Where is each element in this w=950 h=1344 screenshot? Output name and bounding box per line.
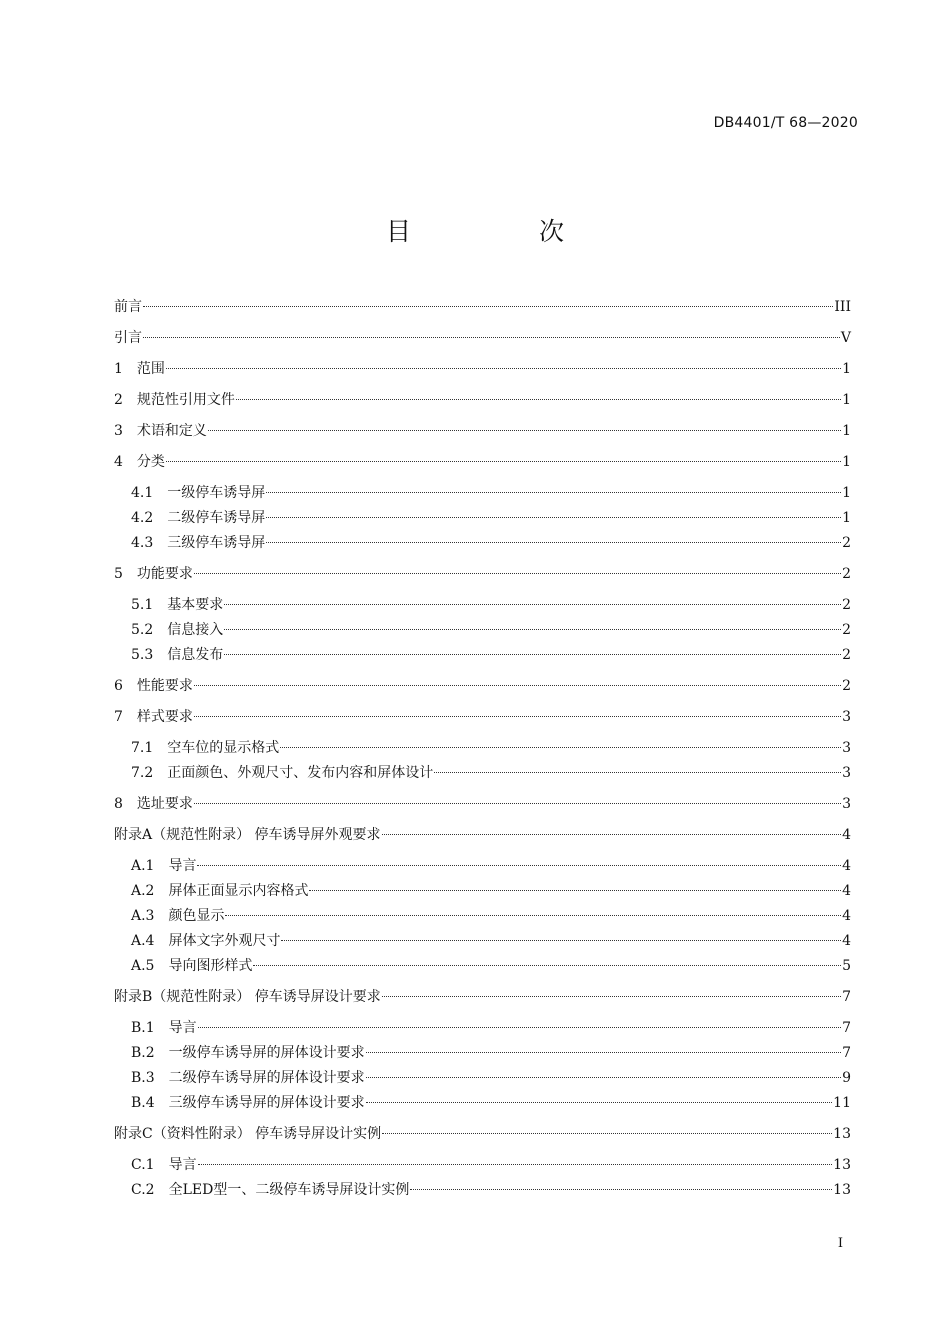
toc-entry-page: 2 [842,535,851,551]
toc-entry-page: 7 [842,1045,851,1061]
toc-entry-label: 颜色显示 [168,908,225,924]
toc-entry-page: 3 [842,740,851,756]
dot-leader [224,604,841,605]
toc-entry[interactable] [114,987,851,1007]
toc-entry-number: C.2 [131,1182,155,1198]
toc-entry-label: 导向图形样式 [168,958,253,974]
toc-entry-label: 屏体文字外观尺寸 [168,933,281,949]
toc-entry-page: 1 [842,392,851,408]
dot-leader [198,1164,833,1165]
toc-entry-page: 13 [833,1157,851,1173]
toc-entry-label: 信息发布 [167,647,224,663]
toc-entry-page: 2 [842,647,851,663]
toc-entry[interactable] [131,595,851,615]
toc-entry-page: 3 [842,765,851,781]
toc-entry-page: V [840,330,851,346]
dot-leader [280,747,841,748]
dot-leader [143,306,833,307]
toc-entry-page: 4 [842,827,851,843]
toc-entry-number: A.4 [131,933,155,949]
toc-entry[interactable] [114,676,851,696]
toc-entry-page: 2 [842,597,851,613]
toc-entry-label: 性能要求 [136,678,193,694]
toc-entry-page: 13 [833,1182,851,1198]
toc-entry[interactable] [114,707,851,727]
dot-leader [366,1052,841,1053]
toc-entry-label: 全LED型一、二级停车诱导屏设计实例 [168,1182,410,1198]
toc-entry-number: A.5 [131,958,155,974]
toc-entry-label: 屏体正面显示内容格式 [168,883,309,899]
toc-entry[interactable] [131,1043,851,1063]
dot-leader [434,772,841,773]
toc-entry-number: 3 [114,423,123,439]
toc-entry-number: 5.3 [131,647,154,663]
dot-leader [266,517,841,518]
dot-leader [166,368,841,369]
toc-entry[interactable] [131,1093,851,1113]
toc-entry-label: 三级停车诱导屏的屏体设计要求 [168,1095,365,1111]
toc-entry-page: 2 [842,678,851,694]
toc-entry[interactable] [114,359,851,379]
toc-entry-label: 前言 [114,299,142,315]
page-number: I [837,1236,843,1251]
dot-leader [410,1189,832,1190]
toc-entry[interactable] [114,328,851,348]
toc-entry-number: A.2 [131,883,155,899]
dot-leader [382,996,841,997]
toc-entry[interactable] [131,508,851,528]
toc-entry-page: 1 [842,361,851,377]
dot-leader [366,1077,841,1078]
dot-leader [194,573,841,574]
toc-entry-page: 1 [842,454,851,470]
toc-entry-label: 附录A（规范性附录） 停车诱导屏外观要求 [114,827,381,843]
toc-entry-number: 4.1 [131,485,154,501]
toc-entry-number: 5.2 [131,622,154,638]
toc-entry-page: 4 [842,908,851,924]
toc-entry-number: 5.1 [131,597,154,613]
toc-entry-number: 4 [114,454,123,470]
toc-entry-number: 2 [114,392,123,408]
toc-entry[interactable] [114,421,851,441]
toc-entry-label: 导言 [168,1157,197,1173]
dot-leader [382,834,842,835]
dot-leader [194,716,841,717]
toc-entry-page: 3 [842,796,851,812]
toc-entry-page: 1 [842,485,851,501]
dot-leader [143,337,840,338]
toc-entry-label: 基本要求 [167,597,224,613]
toc-entry[interactable] [114,452,851,472]
toc-entry-number: A.1 [131,858,155,874]
toc-entry-label: 一级停车诱导屏的屏体设计要求 [168,1045,365,1061]
toc-entry-number: B.4 [131,1095,155,1111]
toc-entry-label: 信息接入 [167,622,224,638]
toc-entry[interactable] [131,931,851,951]
toc-entry-number: 6 [114,678,123,694]
toc-entry[interactable] [114,794,851,814]
toc-entry[interactable] [131,645,851,665]
toc-entry-number: 5 [114,566,123,582]
toc-entry-label: 范围 [136,361,165,377]
dot-leader [208,430,841,431]
toc-entry-page: 4 [842,858,851,874]
toc-entry[interactable] [131,483,851,503]
dot-leader [281,940,841,941]
toc-entry-number: 1 [114,361,123,377]
dot-leader [236,399,841,400]
toc-entry[interactable] [131,956,851,976]
toc-entry[interactable] [114,297,851,317]
dot-leader [224,654,841,655]
toc-entry-number: B.2 [131,1045,155,1061]
toc-entry[interactable] [114,1124,851,1144]
toc-entry-page: 1 [842,423,851,439]
toc-entry-page: 7 [842,989,851,1005]
toc-entry-label: 选址要求 [136,796,193,812]
toc-entry[interactable] [131,856,851,876]
toc-entry-label: 附录B（规范性附录） 停车诱导屏设计要求 [114,989,381,1005]
toc-entry[interactable] [131,620,851,640]
toc-entry[interactable] [131,1155,851,1175]
toc-entry-label: 分类 [136,454,165,470]
dot-leader [225,915,841,916]
toc-entry-number: A.3 [131,908,155,924]
toc-entry-page: 1 [842,510,851,526]
dot-leader [309,890,841,891]
toc-entry-page: 13 [833,1126,851,1142]
dot-leader [198,1027,841,1028]
toc-entry[interactable] [114,564,851,584]
toc-entry[interactable] [131,881,851,901]
toc-entry-page: 5 [842,958,851,974]
toc-entry-label: 三级停车诱导屏 [167,535,266,551]
toc-entry-number: B.3 [131,1070,155,1086]
dot-leader [224,629,841,630]
dot-leader [194,803,841,804]
dot-leader [266,492,841,493]
toc-entry-page: 2 [842,566,851,582]
toc-entry-label: 二级停车诱导屏的屏体设计要求 [168,1070,365,1086]
toc-entry-label: 导言 [168,858,197,874]
toc-entry-label: 导言 [168,1020,197,1036]
toc-entry[interactable] [131,738,851,758]
toc-entry[interactable] [131,1018,851,1038]
dot-leader [194,685,841,686]
page-title: 目 次 [386,217,624,246]
toc-entry-number: 7 [114,709,123,725]
toc-entry-label: 术语和定义 [136,423,207,439]
toc-entry-label: 空车位的显示格式 [167,740,280,756]
toc-entry-label: 一级停车诱导屏 [167,485,266,501]
toc-entry-number: 4.2 [131,510,154,526]
dot-leader [197,865,841,866]
toc-entry-page: 2 [842,622,851,638]
toc-entry-number: 8 [114,796,123,812]
toc-entry-label: 功能要求 [136,566,193,582]
dot-leader [382,1133,832,1134]
toc-entry[interactable] [131,533,851,553]
toc-entry-page: 9 [842,1070,851,1086]
toc-entry-label: 引言 [114,330,142,346]
toc-entry-label: 附录C（资料性附录） 停车诱导屏设计实例 [114,1126,382,1142]
toc-entry[interactable] [131,906,851,926]
dot-leader [166,461,841,462]
dot-leader [253,965,841,966]
toc-entry-number: 4.3 [131,535,154,551]
toc-entry-number: B.1 [131,1020,155,1036]
toc-entry-label: 样式要求 [136,709,193,725]
toc-entry-page: 4 [842,883,851,899]
toc-entry-page: 3 [842,709,851,725]
toc-entry[interactable] [114,390,851,410]
toc-entry[interactable] [131,1180,851,1200]
toc-entry-label: 正面颜色、外观尺寸、发布内容和屏体设计 [167,765,434,781]
toc-entry-label: 二级停车诱导屏 [167,510,266,526]
dot-leader [266,542,841,543]
toc-entry-label: 规范性引用文件 [136,392,235,408]
document-code: DB4401/T 68—2020 [713,115,858,131]
toc-entry-number: C.1 [131,1157,155,1173]
dot-leader [366,1102,833,1103]
toc-entry-page: 4 [842,933,851,949]
toc-entry[interactable] [131,763,851,783]
toc-entry-number: 7.2 [131,765,154,781]
toc-entry-page: III [834,299,851,315]
toc-entry-page: 7 [842,1020,851,1036]
toc-entry[interactable] [131,1068,851,1088]
toc-entry-page: 11 [833,1095,851,1111]
toc-entry-number: 7.1 [131,740,154,756]
toc-entry[interactable] [114,825,851,845]
